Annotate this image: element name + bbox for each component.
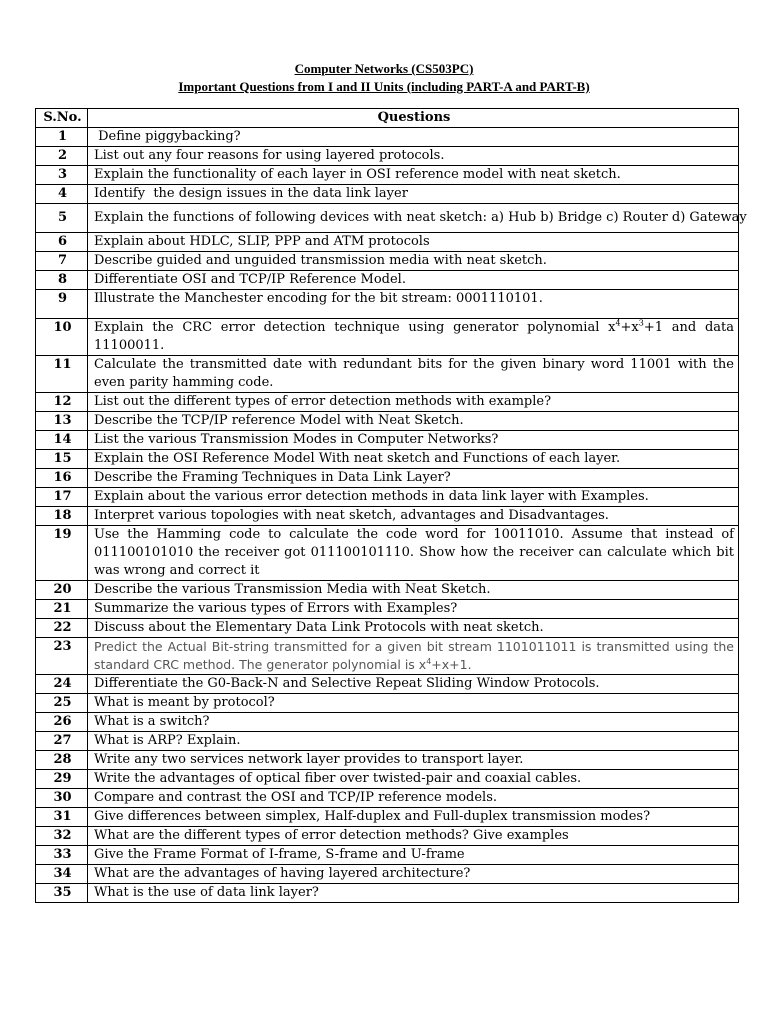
question-text: List out any four reasons for using layered protocols. — [88, 147, 739, 166]
question-number: 2 — [36, 147, 88, 166]
question-text: Describe the TCP/IP reference Model with Neat Sketch. — [88, 412, 739, 431]
question-text-part: Predict the Actual Bit-string transmitted for a given bit stream 1101011011 is transmitted using the standard CRC method. The generator polynomial is x — [94, 639, 734, 672]
question-number: 3 — [36, 166, 88, 185]
question-number: 9 — [36, 290, 88, 319]
question-number: 21 — [36, 600, 88, 619]
question-text-part: Explain the CRC error detection technique using generator polynomial x — [94, 320, 616, 335]
table-row — [36, 600, 739, 619]
question-number: 6 — [36, 233, 88, 252]
question-text: Describe guided and unguided transmission media with neat sketch. — [88, 252, 739, 271]
question-number: 30 — [36, 789, 88, 808]
document-title: Computer Networks (CS503PC) — [294, 61, 474, 76]
question-text: Discuss about the Elementary Data Link Protocols with neat sketch. — [88, 619, 739, 638]
table-row — [36, 147, 739, 166]
table-row — [36, 713, 739, 732]
superscript: 4 — [615, 318, 621, 328]
question-text: Interpret various topologies with neat sketch, advantages and Disadvantages. — [88, 507, 739, 526]
question-number: 4 — [36, 185, 88, 204]
question-number: 28 — [36, 751, 88, 770]
table-row — [36, 846, 739, 865]
question-text: List out the different types of error detection methods with example? — [88, 393, 739, 412]
question-number: 26 — [36, 713, 88, 732]
question-text — [88, 638, 739, 675]
question-text: Describe the Framing Techniques in Data Link Layer? — [88, 469, 739, 488]
question-text-part: +x — [620, 320, 639, 335]
question-number: 19 — [36, 526, 88, 581]
question-number: 16 — [36, 469, 88, 488]
question-text: What is ARP? Explain. — [88, 732, 739, 751]
superscript: 3 — [638, 318, 644, 328]
question-text: Identify the design issues in the data link layer — [88, 185, 739, 204]
question-number: 11 — [36, 356, 88, 393]
question-text: Give differences between simplex, Half-duplex and Full-duplex transmission modes? — [88, 808, 739, 827]
table-row — [36, 128, 739, 147]
question-number: 23 — [36, 638, 88, 675]
question-text: Give the Frame Format of I-frame, S-frame and U-frame — [88, 846, 739, 865]
question-text: Explain about HDLC, SLIP, PPP and ATM protocols — [88, 233, 739, 252]
table-row — [36, 271, 739, 290]
table-row — [36, 185, 739, 204]
table-row — [36, 393, 739, 412]
question-number: 1 — [36, 128, 88, 147]
table-row — [36, 732, 739, 751]
table-row — [36, 694, 739, 713]
table-row — [36, 166, 739, 185]
table-row — [36, 431, 739, 450]
question-number: 13 — [36, 412, 88, 431]
question-text: Write any two services network layer provides to transport layer. — [88, 751, 739, 770]
question-number: 32 — [36, 827, 88, 846]
question-number: 35 — [36, 884, 88, 903]
question-text-part: +1 and data 11100011. — [94, 320, 734, 353]
question-text: Explain the functionality of each layer in OSI reference model with neat sketch. — [88, 166, 739, 185]
question-number: 29 — [36, 770, 88, 789]
question-number: 17 — [36, 488, 88, 507]
question-number: 25 — [36, 694, 88, 713]
document-subtitle: Important Questions from I and II Units (including PART-A and PART-B) — [178, 79, 590, 94]
question-text: Summarize the various types of Errors with Examples? — [88, 600, 739, 619]
question-text: What is the use of data link layer? — [88, 884, 739, 903]
table-row — [36, 884, 739, 903]
question-number: 5 — [36, 204, 88, 233]
question-number: 31 — [36, 808, 88, 827]
question-text: Use the Hamming code to calculate the code word for 10011010. Assume that instead of 011100101010 the receiver got 011100101110. Show how the receiver can calculate which bit was wrong and correct it — [88, 526, 739, 581]
table-row — [36, 619, 739, 638]
question-text: What is a switch? — [88, 713, 739, 732]
superscript: 4 — [426, 656, 432, 666]
question-text — [88, 319, 739, 356]
question-text: Differentiate the G0-Back-N and Selective Repeat Sliding Window Protocols. — [88, 675, 739, 694]
question-text: Illustrate the Manchester encoding for the bit stream: 0001110101. — [88, 290, 739, 319]
table-row — [36, 204, 739, 233]
question-text: Define piggybacking? — [88, 128, 739, 147]
question-text: Explain the functions of following devices with neat sketch: a) Hub b) Bridge c) Router d) Gateway — [88, 204, 739, 233]
document-header — [0, 60, 768, 96]
table-row — [36, 233, 739, 252]
questions-table — [35, 108, 747, 903]
question-text: List the various Transmission Modes in Computer Networks? — [88, 431, 739, 450]
table-row — [36, 827, 739, 846]
question-text: What are the advantages of having layered architecture? — [88, 865, 739, 884]
sno-column-header: S.No. — [36, 109, 88, 128]
question-text: What are the different types of error detection methods? Give examples — [88, 827, 739, 846]
question-number: 22 — [36, 619, 88, 638]
table-row — [36, 526, 739, 581]
table-row — [36, 290, 739, 319]
table-row — [36, 356, 739, 393]
question-text: Explain the OSI Reference Model With neat sketch and Functions of each layer. — [88, 450, 739, 469]
table-row — [36, 865, 739, 884]
question-number: 34 — [36, 865, 88, 884]
question-text-part: +x+1. — [431, 657, 472, 672]
table-row — [36, 638, 739, 675]
question-text: What is meant by protocol? — [88, 694, 739, 713]
table-row — [36, 450, 739, 469]
question-text: Write the advantages of optical fiber over twisted-pair and coaxial cables. — [88, 770, 739, 789]
question-number: 27 — [36, 732, 88, 751]
question-text: Compare and contrast the OSI and TCP/IP reference models. — [88, 789, 739, 808]
question-number: 10 — [36, 319, 88, 356]
table-row — [36, 412, 739, 431]
table-row — [36, 581, 739, 600]
table-row — [36, 770, 739, 789]
question-number: 18 — [36, 507, 88, 526]
question-number: 33 — [36, 846, 88, 865]
question-text: Calculate the transmitted date with redundant bits for the given binary word 11001 with the even parity hamming code. — [88, 356, 739, 393]
question-text: Describe the various Transmission Media with Neat Sketch. — [88, 581, 739, 600]
table-row — [36, 675, 739, 694]
table-row — [36, 808, 739, 827]
question-number: 14 — [36, 431, 88, 450]
question-number: 7 — [36, 252, 88, 271]
questions-column-header: Questions — [88, 109, 739, 128]
table-row — [36, 319, 739, 356]
question-number: 24 — [36, 675, 88, 694]
table-row — [36, 469, 739, 488]
question-text: Differentiate OSI and TCP/IP Reference Model. — [88, 271, 739, 290]
question-number: 20 — [36, 581, 88, 600]
table-row — [36, 751, 739, 770]
table-row — [36, 252, 739, 271]
question-number: 8 — [36, 271, 88, 290]
question-text: Explain about the various error detection methods in data link layer with Examples. — [88, 488, 739, 507]
table-row — [36, 507, 739, 526]
question-number: 15 — [36, 450, 88, 469]
table-row — [36, 789, 739, 808]
question-number: 12 — [36, 393, 88, 412]
table-row — [36, 488, 739, 507]
table-header-row — [36, 109, 739, 128]
